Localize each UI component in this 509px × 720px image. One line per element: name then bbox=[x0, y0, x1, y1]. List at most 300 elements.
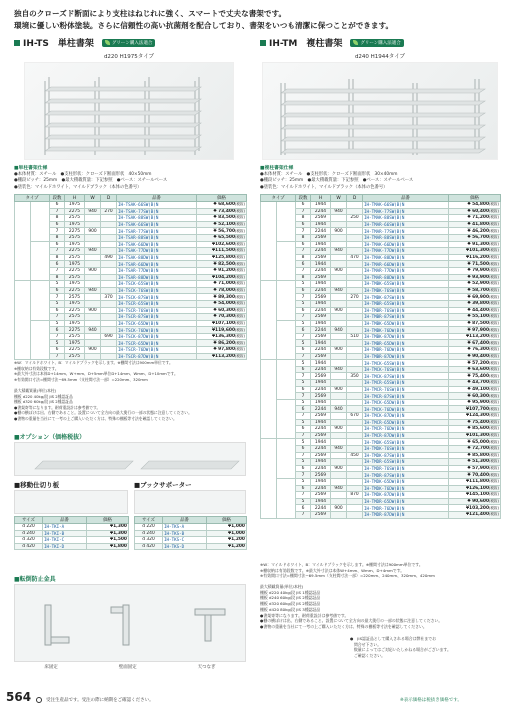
tax-label: (税抜) bbox=[489, 413, 500, 418]
h-cell: 2569 bbox=[311, 432, 331, 439]
tax-label: (税抜) bbox=[489, 228, 500, 233]
h-cell: 2244 bbox=[311, 426, 331, 433]
tax-label: (税抜) bbox=[235, 334, 246, 339]
h-cell: 2575 bbox=[65, 215, 85, 222]
table-row bbox=[261, 274, 501, 281]
tax-label: (税抜) bbox=[235, 274, 246, 279]
code-cell: IH-TSCK-76DW(B)N bbox=[117, 327, 197, 334]
price-cell bbox=[449, 221, 501, 228]
table-row bbox=[261, 314, 501, 321]
steps-cell: 5 bbox=[296, 439, 311, 446]
w-cell: 940 bbox=[331, 445, 347, 452]
price-value: ¥ 56,700 bbox=[213, 228, 236, 234]
tax-label: (税抜) bbox=[489, 255, 500, 260]
footer-right-text: ※表示価格は税抜き価格です。 bbox=[400, 698, 462, 703]
price-cell bbox=[197, 340, 247, 347]
table-row bbox=[261, 445, 501, 452]
code-cell: IH-TMDK-87DW(B)N bbox=[363, 492, 449, 499]
table-row bbox=[261, 485, 501, 492]
code-cell: IH-TSCK-87SW(B)N bbox=[117, 294, 197, 301]
d-cell bbox=[101, 287, 117, 294]
h-cell: 1975 bbox=[65, 281, 85, 288]
steps-cell: 7 bbox=[296, 314, 311, 321]
price-cell bbox=[197, 208, 247, 215]
tax-label: (税抜) bbox=[489, 492, 500, 497]
note-line: ※棚収納は有効段数です。※最大外寸法は本体W+4mm、Wmm、D+4mmです。 bbox=[260, 567, 405, 573]
tax-label: (税抜) bbox=[489, 393, 500, 398]
col-w: W bbox=[331, 195, 347, 202]
d-cell bbox=[347, 267, 363, 274]
d-cell bbox=[347, 498, 363, 505]
table-row bbox=[261, 307, 501, 314]
code-cell: IH-TMAR-88SW(B)N bbox=[363, 234, 449, 241]
tax-label: (税抜) bbox=[235, 327, 246, 332]
table-row bbox=[15, 347, 247, 354]
tax-label: (税抜) bbox=[489, 241, 500, 246]
steps-cell: 7 bbox=[296, 373, 311, 380]
price-cell bbox=[449, 228, 501, 235]
table-row bbox=[15, 228, 247, 235]
right-notes-2 bbox=[260, 584, 500, 630]
intro-line-2: 環境に優しい粉体塗装。さらに信頼性の高い抗菌剤を配合しており、書架をいつも清潔に保つことができます。 bbox=[14, 21, 394, 30]
price-cell bbox=[449, 340, 501, 347]
divider-title: ■移動仕切り板 bbox=[14, 481, 60, 489]
steps-cell: 6 bbox=[296, 261, 311, 268]
price-value: ¥ 83,500 bbox=[213, 215, 236, 221]
tax-label: (税抜) bbox=[489, 386, 500, 391]
steps-cell: 6 bbox=[50, 241, 65, 248]
h-cell: 1944 bbox=[311, 498, 331, 505]
steps-cell: 6 bbox=[50, 287, 65, 294]
price-value: ¥ 71,000 bbox=[213, 281, 236, 287]
price-cell bbox=[449, 327, 501, 334]
price-cell bbox=[449, 248, 501, 255]
price-cell bbox=[449, 386, 501, 393]
price-value: ¥101,300 bbox=[465, 433, 490, 439]
steps-cell: 6 bbox=[50, 202, 65, 209]
h-cell: 1944 bbox=[311, 320, 331, 327]
price-value: ¥ 71,500 bbox=[467, 261, 490, 267]
green-badge-label: グリーン購入法適合 bbox=[111, 40, 153, 46]
h-cell: 1944 bbox=[311, 241, 331, 248]
table-header-row bbox=[15, 195, 247, 202]
tax-label: (税抜) bbox=[489, 327, 500, 332]
h-cell: 1944 bbox=[311, 261, 331, 268]
left-notes bbox=[14, 360, 246, 382]
right-section-title: IH-TM 複柱書架 bbox=[269, 39, 343, 49]
code-cell: IH-TSCR-76SW(B)N bbox=[117, 307, 197, 314]
note-line: ご確認ください。 bbox=[350, 653, 386, 659]
support-title: ■ブックサポーター bbox=[134, 481, 192, 489]
price-cell bbox=[449, 426, 501, 433]
price-value: ¥ 46,200 bbox=[467, 228, 490, 234]
steps-cell: 5 bbox=[296, 478, 311, 485]
support-table bbox=[134, 516, 247, 550]
d-cell: 370 bbox=[101, 294, 117, 301]
w-cell bbox=[331, 261, 347, 268]
tax-label: (税抜) bbox=[489, 459, 500, 464]
table-row bbox=[261, 241, 501, 248]
table-row bbox=[15, 202, 247, 209]
d-cell bbox=[101, 307, 117, 314]
tax-label: (税抜) bbox=[489, 485, 500, 490]
code-cell: IH-TMDK-76DW(B)N bbox=[363, 485, 449, 492]
tax-label: (税抜) bbox=[235, 314, 246, 319]
table-row bbox=[261, 340, 501, 347]
h-cell: 2244 bbox=[311, 406, 331, 413]
right-subtitle: d240 H1944タイプ bbox=[354, 54, 406, 60]
w-cell bbox=[331, 492, 347, 499]
tax-label: (税抜) bbox=[235, 241, 246, 246]
tax-label: (税抜) bbox=[489, 426, 500, 431]
left-product-image bbox=[24, 62, 234, 160]
price-value: ¥ 65,500 bbox=[213, 235, 236, 241]
tax-label: (税抜) bbox=[489, 347, 500, 352]
steps-cell: 8 bbox=[296, 254, 311, 261]
w-cell bbox=[331, 459, 347, 466]
option-title: ■オプション（価格税抜） bbox=[14, 434, 86, 441]
subtype-group-cell bbox=[277, 399, 296, 439]
table-row bbox=[261, 511, 501, 518]
price-value: ¥107,100 bbox=[211, 320, 236, 326]
size-cell: d 220 bbox=[15, 524, 43, 531]
price-cell: ¥1,200 bbox=[207, 543, 247, 550]
page-number: 564 bbox=[6, 690, 32, 704]
h-cell: 2244 bbox=[311, 327, 331, 334]
w-cell bbox=[331, 221, 347, 228]
price-value: ¥ 39,800 bbox=[467, 301, 490, 307]
code-cell: IH-TMAK-88DW(B)N bbox=[363, 254, 449, 261]
h-cell: 2244 bbox=[311, 267, 331, 274]
price-value: ¥ 69,900 bbox=[467, 294, 490, 300]
h-cell: 1944 bbox=[311, 202, 331, 209]
price-cell bbox=[449, 511, 501, 518]
price-value: ¥ 57,900 bbox=[467, 466, 490, 472]
table-row bbox=[15, 287, 247, 294]
h-cell: 2569 bbox=[311, 314, 331, 321]
note-line: ※W：マイルドホワイト、B：マイルドブラックを示します。※棚間寸法は900mm単位です。 bbox=[260, 562, 423, 567]
steps-cell: 7 bbox=[50, 228, 65, 235]
h-cell: 2244 bbox=[311, 307, 331, 314]
price-cell bbox=[449, 445, 501, 452]
price-value: ¥ 70,400 bbox=[467, 472, 490, 478]
price-value: ¥124,300 bbox=[465, 413, 490, 419]
note-line: ●書架寄等になります。耐荷重設計は参考値です。 bbox=[260, 612, 349, 618]
code-cell: IH-TSCR-65SW(B)N bbox=[117, 300, 197, 307]
right-spec-line: ●塗装色：マイルドホワイト、マイルドブラック（本体の色番号） bbox=[260, 184, 388, 190]
note-line: 棚板 d320 60kg/段 JIS 2種認証品 bbox=[14, 399, 73, 405]
code-cell: IH-TSAK-88DW(B)N bbox=[117, 254, 197, 261]
price-value: ¥ 97,800 bbox=[213, 347, 236, 353]
tax-label: (税抜) bbox=[489, 400, 500, 405]
w-cell: 900 bbox=[85, 307, 101, 314]
price-cell bbox=[197, 300, 247, 307]
price-cell bbox=[197, 254, 247, 261]
code-cell: IH-TSAR-66DW(B)N bbox=[117, 261, 197, 268]
w-cell bbox=[331, 478, 347, 485]
steps-cell: 8 bbox=[50, 254, 65, 261]
table-row bbox=[261, 327, 501, 334]
table-row bbox=[261, 505, 501, 512]
type-group-cell bbox=[261, 360, 277, 439]
price-cell bbox=[197, 320, 247, 327]
price-value: ¥ 54,000 bbox=[213, 301, 236, 307]
tax-label: (税抜) bbox=[489, 268, 500, 273]
tax-label: (税抜) bbox=[489, 353, 500, 358]
h-cell: 1944 bbox=[311, 281, 331, 288]
w-cell bbox=[85, 261, 101, 268]
steps-cell: 6 bbox=[296, 221, 311, 228]
w-cell: 900 bbox=[331, 426, 347, 433]
right-specs-heading: ■複柱書架仕様 bbox=[260, 166, 294, 171]
d-cell bbox=[347, 261, 363, 268]
steps-cell: 6 bbox=[296, 465, 311, 472]
note-line: ※棚収納は有効段数です。 bbox=[14, 365, 59, 371]
w-cell bbox=[331, 333, 347, 340]
tax-label: (税抜) bbox=[489, 235, 500, 240]
w-cell bbox=[331, 254, 347, 261]
code-cell: IH-TMAK-77SW(B)N bbox=[363, 208, 449, 215]
code-cell: IH-TSAR-77SW(B)N bbox=[117, 228, 197, 235]
price-value: ¥ 58,700 bbox=[467, 288, 490, 294]
w-cell bbox=[331, 399, 347, 406]
table-row bbox=[15, 314, 247, 321]
steps-cell: 6 bbox=[296, 505, 311, 512]
d-cell bbox=[347, 472, 363, 479]
subtype-group-cell bbox=[277, 281, 296, 321]
table-row bbox=[261, 393, 501, 400]
footer-right bbox=[400, 697, 462, 703]
w-cell bbox=[85, 241, 101, 248]
code-cell: IH-TMBR-76DW(B)N bbox=[363, 347, 449, 354]
h-cell: 1944 bbox=[311, 360, 331, 367]
col-price: 価格 bbox=[449, 195, 501, 202]
code-cell: IH-TSCK-65DW(B)N bbox=[117, 320, 197, 327]
tax-label: (税抜) bbox=[235, 307, 246, 312]
h-cell: 2569 bbox=[311, 373, 331, 380]
h-cell: 2575 bbox=[65, 254, 85, 261]
subtype-group-cell bbox=[277, 478, 296, 518]
table-row bbox=[261, 465, 501, 472]
tax-label: (税抜) bbox=[235, 261, 246, 266]
price-value: ¥ 43,700 bbox=[467, 380, 490, 386]
w-cell bbox=[331, 413, 347, 420]
h-cell: 1975 bbox=[65, 320, 85, 327]
col-h: H bbox=[311, 195, 331, 202]
price-cell bbox=[197, 221, 247, 228]
code-cell: IH-TMDR-87DW(B)N bbox=[363, 511, 449, 518]
footer-left-text: 受注生産品です。受注の際に納期をご確認ください。 bbox=[46, 698, 154, 703]
price-value: ¥ 70,300 bbox=[213, 314, 236, 320]
anti-tip-image bbox=[14, 584, 246, 662]
tax-label: (税抜) bbox=[489, 208, 500, 213]
w-cell bbox=[85, 234, 101, 241]
size-cell: d 420 bbox=[15, 543, 43, 550]
price-cell bbox=[449, 406, 501, 413]
tax-label: (税抜) bbox=[489, 307, 500, 312]
anti-tip-bracket-illustration bbox=[15, 585, 247, 663]
steps-cell: 8 bbox=[50, 274, 65, 281]
code-cell: IH-TSAR-88DW(B)N bbox=[117, 274, 197, 281]
h-cell: 2569 bbox=[311, 353, 331, 360]
h-cell: 2244 bbox=[311, 208, 331, 215]
price-cell bbox=[449, 208, 501, 215]
steps-cell: 5 bbox=[50, 281, 65, 288]
tax-label: (税抜) bbox=[235, 235, 246, 240]
w-cell: 900 bbox=[331, 307, 347, 314]
col-price: 価格 bbox=[87, 517, 129, 524]
table-row bbox=[261, 320, 501, 327]
price-cell bbox=[197, 281, 247, 288]
code-cell: IH-TMBK-87DW(B)N bbox=[363, 333, 449, 340]
w-cell bbox=[85, 274, 101, 281]
price-cell bbox=[449, 353, 501, 360]
w-cell: 940 bbox=[331, 248, 347, 255]
steps-cell: 5 bbox=[296, 380, 311, 387]
price-value: ¥ 90,400 bbox=[467, 353, 490, 359]
h-cell: 2244 bbox=[311, 287, 331, 294]
table-row bbox=[15, 537, 129, 544]
d-cell bbox=[347, 327, 363, 334]
price-cell bbox=[449, 320, 501, 327]
code-cell: IH-TSAK-88SW(B)N bbox=[117, 215, 197, 222]
double-column-shelf-illustration bbox=[263, 63, 499, 161]
price-cell bbox=[197, 314, 247, 321]
w-cell: 940 bbox=[331, 485, 347, 492]
w-cell bbox=[331, 432, 347, 439]
w-cell: 900 bbox=[331, 267, 347, 274]
d-cell bbox=[101, 340, 117, 347]
price-cell bbox=[449, 307, 501, 314]
anti-tip-title: ■転倒防止金具 bbox=[14, 576, 56, 583]
w-cell: 940 bbox=[85, 327, 101, 334]
w-cell bbox=[85, 314, 101, 321]
h-cell: 1975 bbox=[65, 202, 85, 209]
tax-label: (税抜) bbox=[235, 215, 246, 220]
tax-label: (税抜) bbox=[235, 320, 246, 325]
price-cell bbox=[449, 300, 501, 307]
steps-cell: 7 bbox=[50, 294, 65, 301]
subtype-group-cell bbox=[277, 202, 296, 242]
h-cell: 2244 bbox=[311, 228, 331, 235]
d-cell bbox=[347, 360, 363, 367]
tax-label: (税抜) bbox=[489, 274, 500, 279]
tax-label: (税抜) bbox=[489, 301, 500, 306]
tax-label: (税抜) bbox=[489, 439, 500, 444]
tax-label: (税抜) bbox=[489, 419, 500, 424]
jis-note bbox=[350, 636, 500, 659]
price-value: ¥119,600 bbox=[211, 327, 236, 333]
tax-label: (税抜) bbox=[489, 499, 500, 504]
right-product-image bbox=[262, 62, 498, 160]
steps-cell: 6 bbox=[296, 327, 311, 334]
table-row bbox=[15, 248, 247, 255]
price-cell: ¥1,300 bbox=[87, 530, 129, 537]
d-cell: 250 bbox=[347, 215, 363, 222]
w-cell bbox=[331, 511, 347, 518]
d-cell bbox=[347, 478, 363, 485]
size-cell: d 420 bbox=[135, 543, 163, 550]
price-cell bbox=[197, 333, 247, 340]
table-row bbox=[261, 432, 501, 439]
h-cell: 2569 bbox=[311, 492, 331, 499]
steps-cell: 7 bbox=[50, 314, 65, 321]
h-cell: 2569 bbox=[311, 413, 331, 420]
note-line: ●棚の横ぼけは出、右側であること。設置について全方向の最大奥行の一部の状態に注意してください。 bbox=[260, 618, 443, 624]
price-cell bbox=[449, 314, 501, 321]
right-price-table-wrapper bbox=[260, 194, 500, 519]
price-cell bbox=[449, 498, 501, 505]
h-cell: 2575 bbox=[65, 274, 85, 281]
h-cell: 1975 bbox=[65, 300, 85, 307]
w-cell bbox=[331, 393, 347, 400]
price-value: ¥ 85,800 bbox=[467, 452, 490, 458]
note-line: 棚板 d320 60kg/段 JIS 2種認証品 bbox=[260, 601, 321, 607]
type-group-cell bbox=[261, 439, 277, 518]
price-value: ¥113,200 bbox=[211, 353, 236, 359]
w-cell bbox=[331, 340, 347, 347]
subtype-group-cell bbox=[31, 281, 50, 321]
h-cell: 1944 bbox=[311, 419, 331, 426]
w-cell bbox=[85, 300, 101, 307]
h-cell: 2275 bbox=[65, 228, 85, 235]
steps-cell: 8 bbox=[50, 215, 65, 222]
code-cell: IH-TSCK-76SW(B)N bbox=[117, 287, 197, 294]
tax-label: (税抜) bbox=[489, 466, 500, 471]
price-value: ¥ 86,200 bbox=[213, 340, 236, 346]
table-row bbox=[261, 386, 501, 393]
col-type: タイプ bbox=[261, 195, 296, 202]
code-cell: IH-TMBK-65SW(B)N bbox=[363, 281, 449, 288]
price-cell bbox=[197, 287, 247, 294]
table-row bbox=[15, 254, 247, 261]
price-value: ¥ 71,200 bbox=[467, 215, 490, 221]
tax-label: (税抜) bbox=[235, 353, 246, 358]
note-line: ● JIS認証品として購入される場合は弊社までお bbox=[350, 636, 436, 641]
steps-cell: 7 bbox=[296, 432, 311, 439]
tax-label: (税抜) bbox=[489, 367, 500, 372]
price-value: ¥ 57,200 bbox=[467, 360, 490, 366]
d-cell bbox=[347, 208, 363, 215]
code-cell: IH-TMCK-87SW(B)N bbox=[363, 373, 449, 380]
steps-cell: 7 bbox=[296, 452, 311, 459]
type-group-cell bbox=[15, 281, 31, 360]
steps-cell: 5 bbox=[296, 399, 311, 406]
code-cell: IH-TMCR-87DW(B)N bbox=[363, 432, 449, 439]
code-cell: IH-TMAR-88DW(B)N bbox=[363, 274, 449, 281]
price-cell bbox=[197, 234, 247, 241]
table-row bbox=[15, 274, 247, 281]
d-cell bbox=[101, 267, 117, 274]
divider-table bbox=[14, 516, 129, 550]
h-cell: 2569 bbox=[311, 393, 331, 400]
h-cell: 2275 bbox=[65, 248, 85, 255]
table-row bbox=[135, 537, 247, 544]
h-cell: 2569 bbox=[311, 452, 331, 459]
table-row bbox=[15, 300, 247, 307]
h-cell: 2575 bbox=[65, 353, 85, 360]
price-cell bbox=[449, 439, 501, 446]
col-size: サイズ bbox=[135, 517, 163, 524]
divider-image bbox=[14, 490, 128, 514]
price-cell bbox=[449, 485, 501, 492]
h-cell: 1944 bbox=[311, 478, 331, 485]
code-cell: IH-TMBK-87SW(B)N bbox=[363, 294, 449, 301]
w-cell: 940 bbox=[85, 248, 101, 255]
code-cell: IH-TSAR-77DW(B)N bbox=[117, 267, 197, 274]
table-row bbox=[15, 281, 247, 288]
d-cell bbox=[347, 353, 363, 360]
